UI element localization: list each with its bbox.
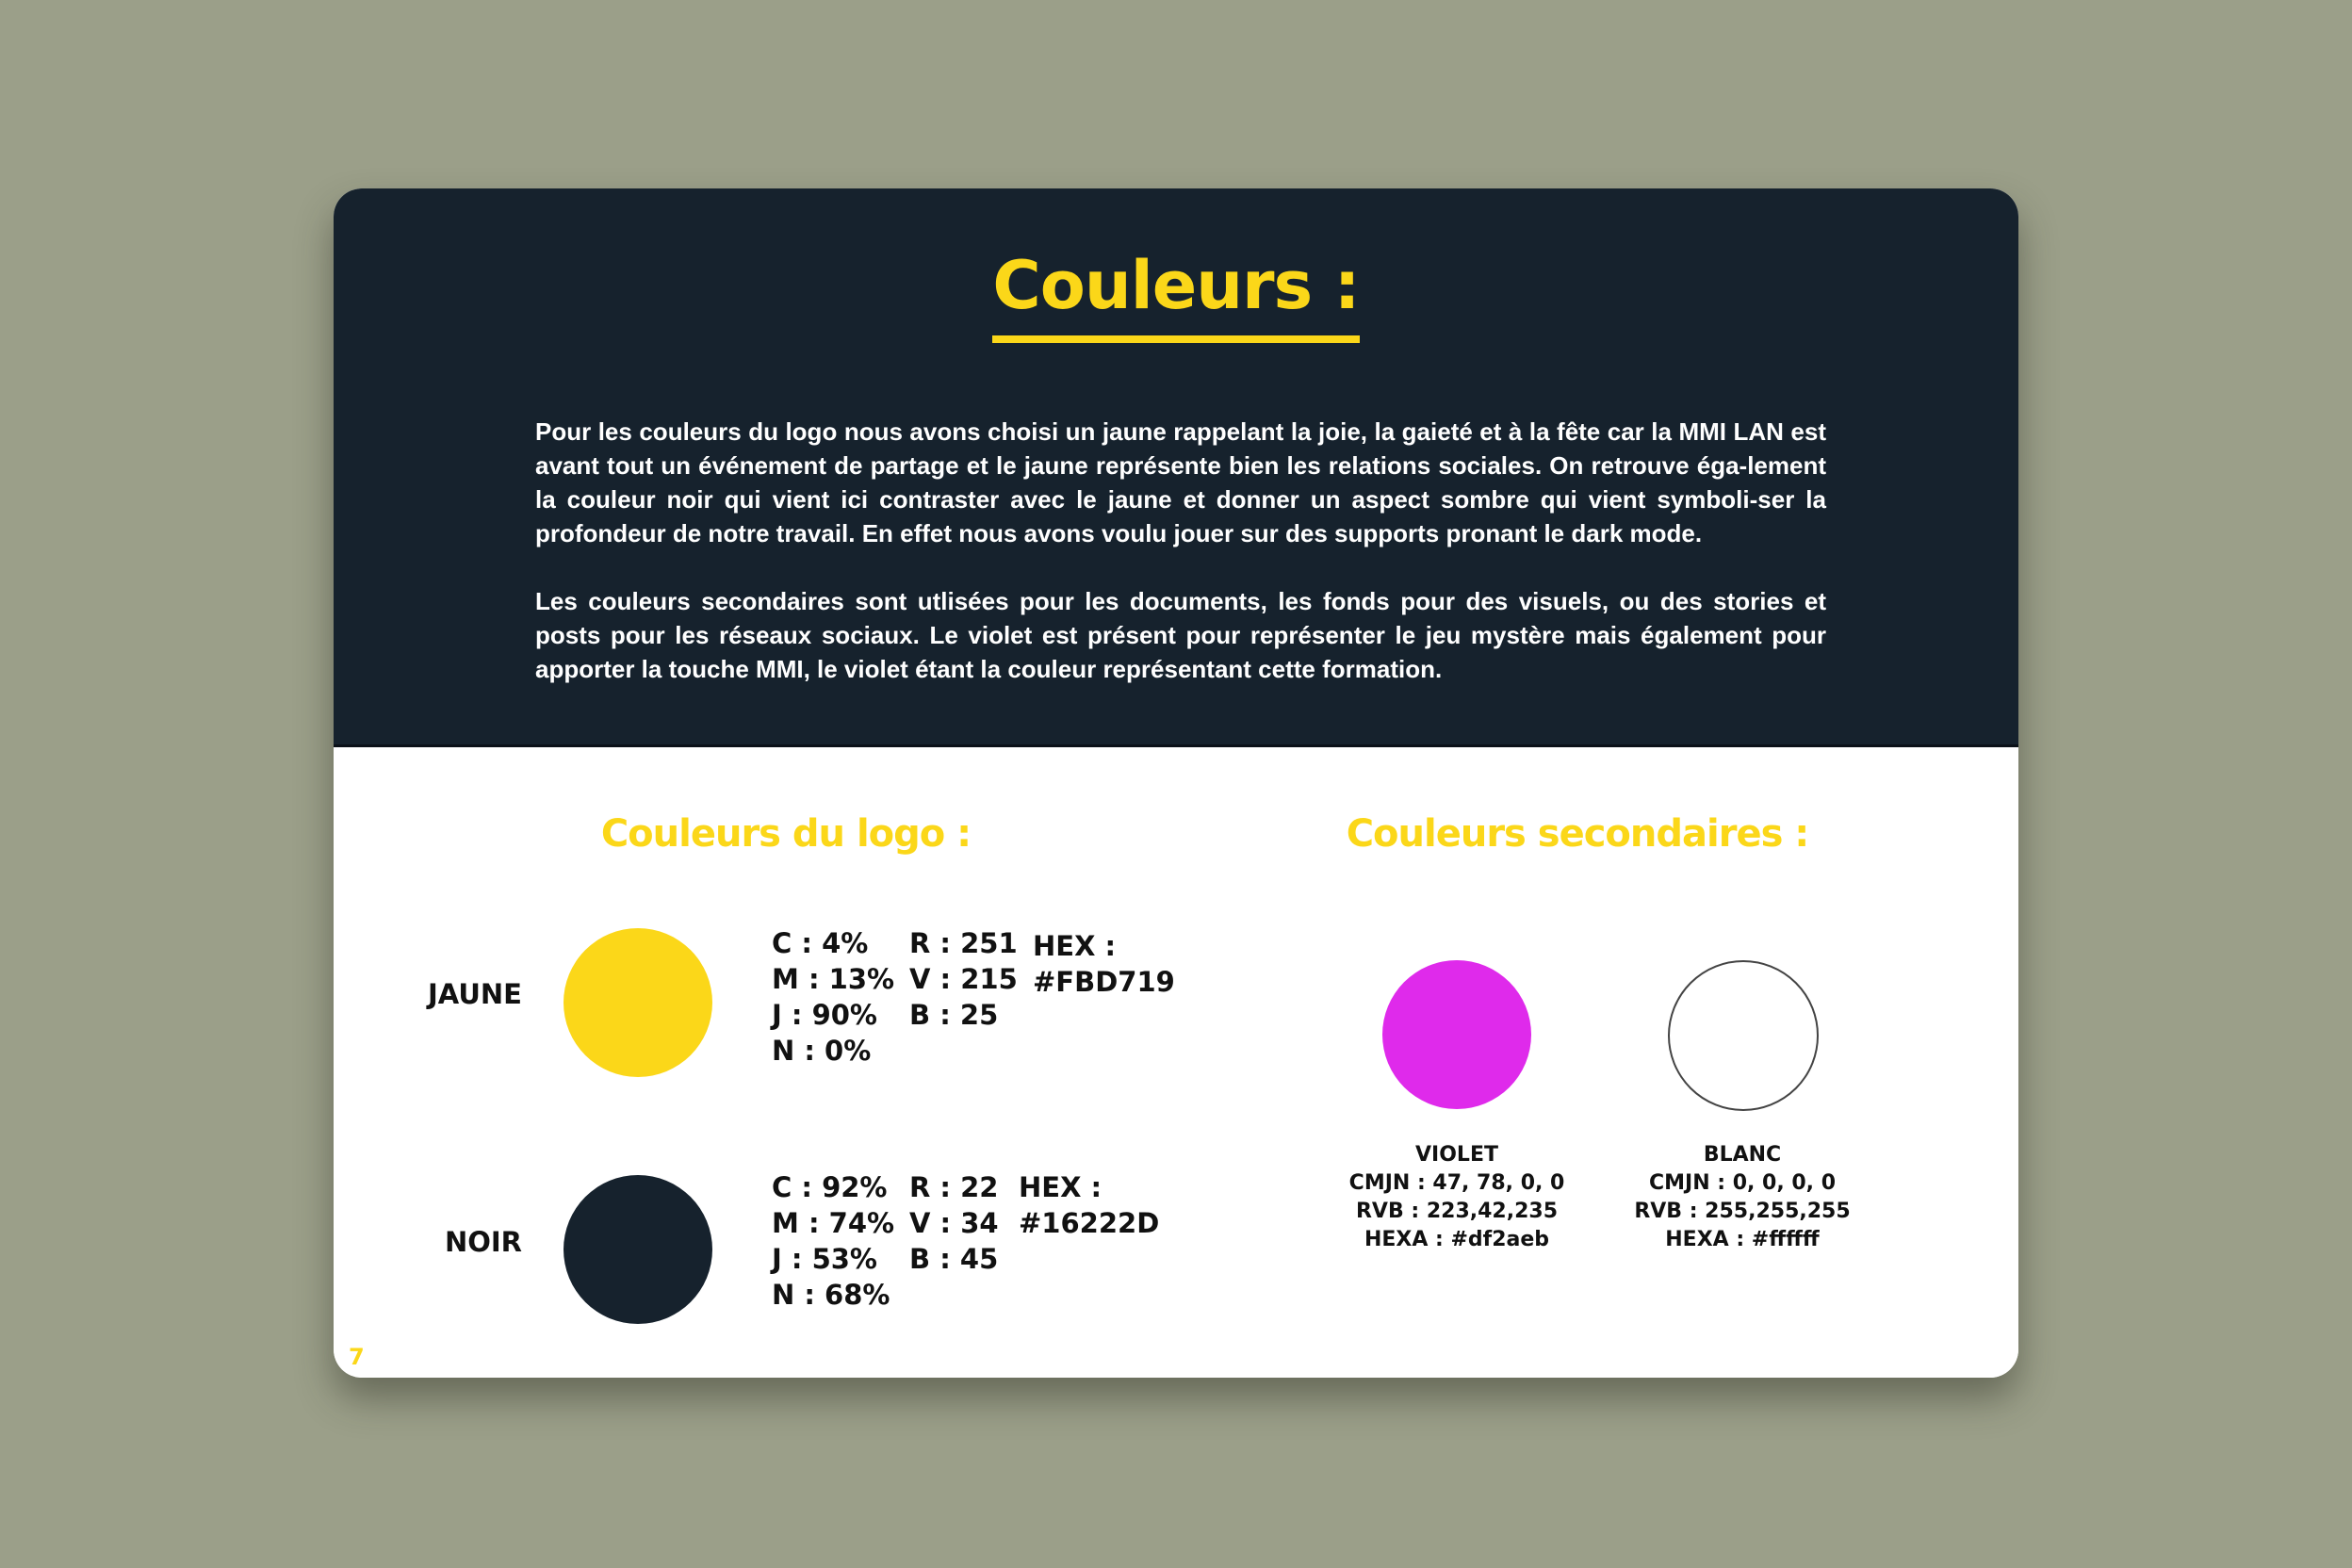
color-info-blanc: [1620, 1141, 1865, 1254]
color-swatch-noir: [564, 1175, 712, 1324]
rgb-value: V : 215: [909, 963, 1018, 995]
rgb-value: V : 34: [909, 1207, 999, 1239]
cmjn-value: CMJN : 0, 0, 0, 0: [1648, 1171, 1837, 1195]
rgb-values-noir: [909, 1169, 999, 1277]
cmyk-value: J : 90%: [772, 999, 877, 1031]
page-title: Couleurs :: [992, 253, 1359, 343]
rgb-values-jaune: [909, 925, 1018, 1033]
cmyk-value: J : 53%: [772, 1243, 877, 1275]
color-name-blanc: BLANC: [1703, 1143, 1782, 1167]
logo-colors-title: Couleurs du logo :: [600, 812, 972, 856]
cmyk-value: M : 13%: [772, 963, 895, 995]
cmjn-value: CMJN : 47, 78, 0, 0: [1348, 1171, 1565, 1195]
page-number: 7: [349, 1344, 365, 1370]
hexa-value: HEXA : #ffffff: [1665, 1228, 1820, 1251]
color-swatch-jaune: [564, 928, 712, 1077]
hex-value: #16222D: [1019, 1207, 1160, 1239]
rgb-value: R : 251: [909, 927, 1018, 959]
cmyk-values-jaune: [772, 925, 894, 1069]
rvb-value: RVB : 255,255,255: [1634, 1200, 1851, 1223]
color-swatch-violet: [1382, 960, 1531, 1109]
cmyk-value: C : 92%: [772, 1171, 888, 1203]
cmyk-value: N : 68%: [772, 1279, 890, 1311]
cmyk-value: N : 0%: [772, 1035, 872, 1067]
cmyk-value: C : 4%: [772, 927, 869, 959]
hexa-value: HEXA : #df2aeb: [1364, 1228, 1550, 1251]
color-name-violet: VIOLET: [1415, 1143, 1498, 1167]
hex-label: HEX :: [1019, 1171, 1102, 1203]
color-info-violet: [1334, 1141, 1579, 1254]
page-card: [334, 188, 2018, 1378]
colors-panel: [334, 747, 2018, 1378]
page-title-wrap: [334, 247, 2018, 343]
rgb-value: B : 45: [909, 1243, 999, 1275]
cmyk-values-noir: [772, 1169, 894, 1313]
hex-value: #FBD719: [1033, 966, 1175, 998]
rgb-value: R : 22: [909, 1171, 999, 1203]
intro-paragraph-2: Les couleurs secondaires sont utlisées pour les documents, les fonds pour des visuels, ou des stories et posts pour les réseaux sociaux. Le violet est présent pour représenter le jeu mystère mais également pour apporter la touche MMI, le violet étant la couleur représentant cette formation.: [535, 587, 1826, 683]
hex-label: HEX :: [1033, 930, 1117, 962]
color-name-jaune: JAUNE: [428, 978, 522, 1010]
color-name-noir: NOIR: [444, 1226, 522, 1258]
rvb-value: RVB : 223,42,235: [1355, 1200, 1559, 1223]
color-swatch-blanc: [1668, 960, 1819, 1111]
intro-paragraph-1: Pour les couleurs du logo nous avons choisi un jaune rappelant la joie, la gaieté et à la fête car la MMI LAN est avant tout un événement de partage et le jaune représente bien les relations sociales. On retrouve éga-lement la couleur noir qui vient ici contraster avec le jaune et donner un aspect sombre qui vient symboli-ser la profondeur de notre travail. En effet nous avons voulu jouer sur des supports pronant le dark mode.: [535, 417, 1826, 547]
cmyk-value: M : 74%: [772, 1207, 895, 1239]
rgb-value: B : 25: [909, 999, 999, 1031]
hex-values-jaune: [1033, 928, 1175, 1000]
secondary-colors-title: Couleurs secondaires :: [1346, 812, 1809, 856]
header-panel: [334, 188, 2018, 747]
intro-text: [535, 415, 1826, 720]
hex-values-noir: [1019, 1169, 1159, 1241]
